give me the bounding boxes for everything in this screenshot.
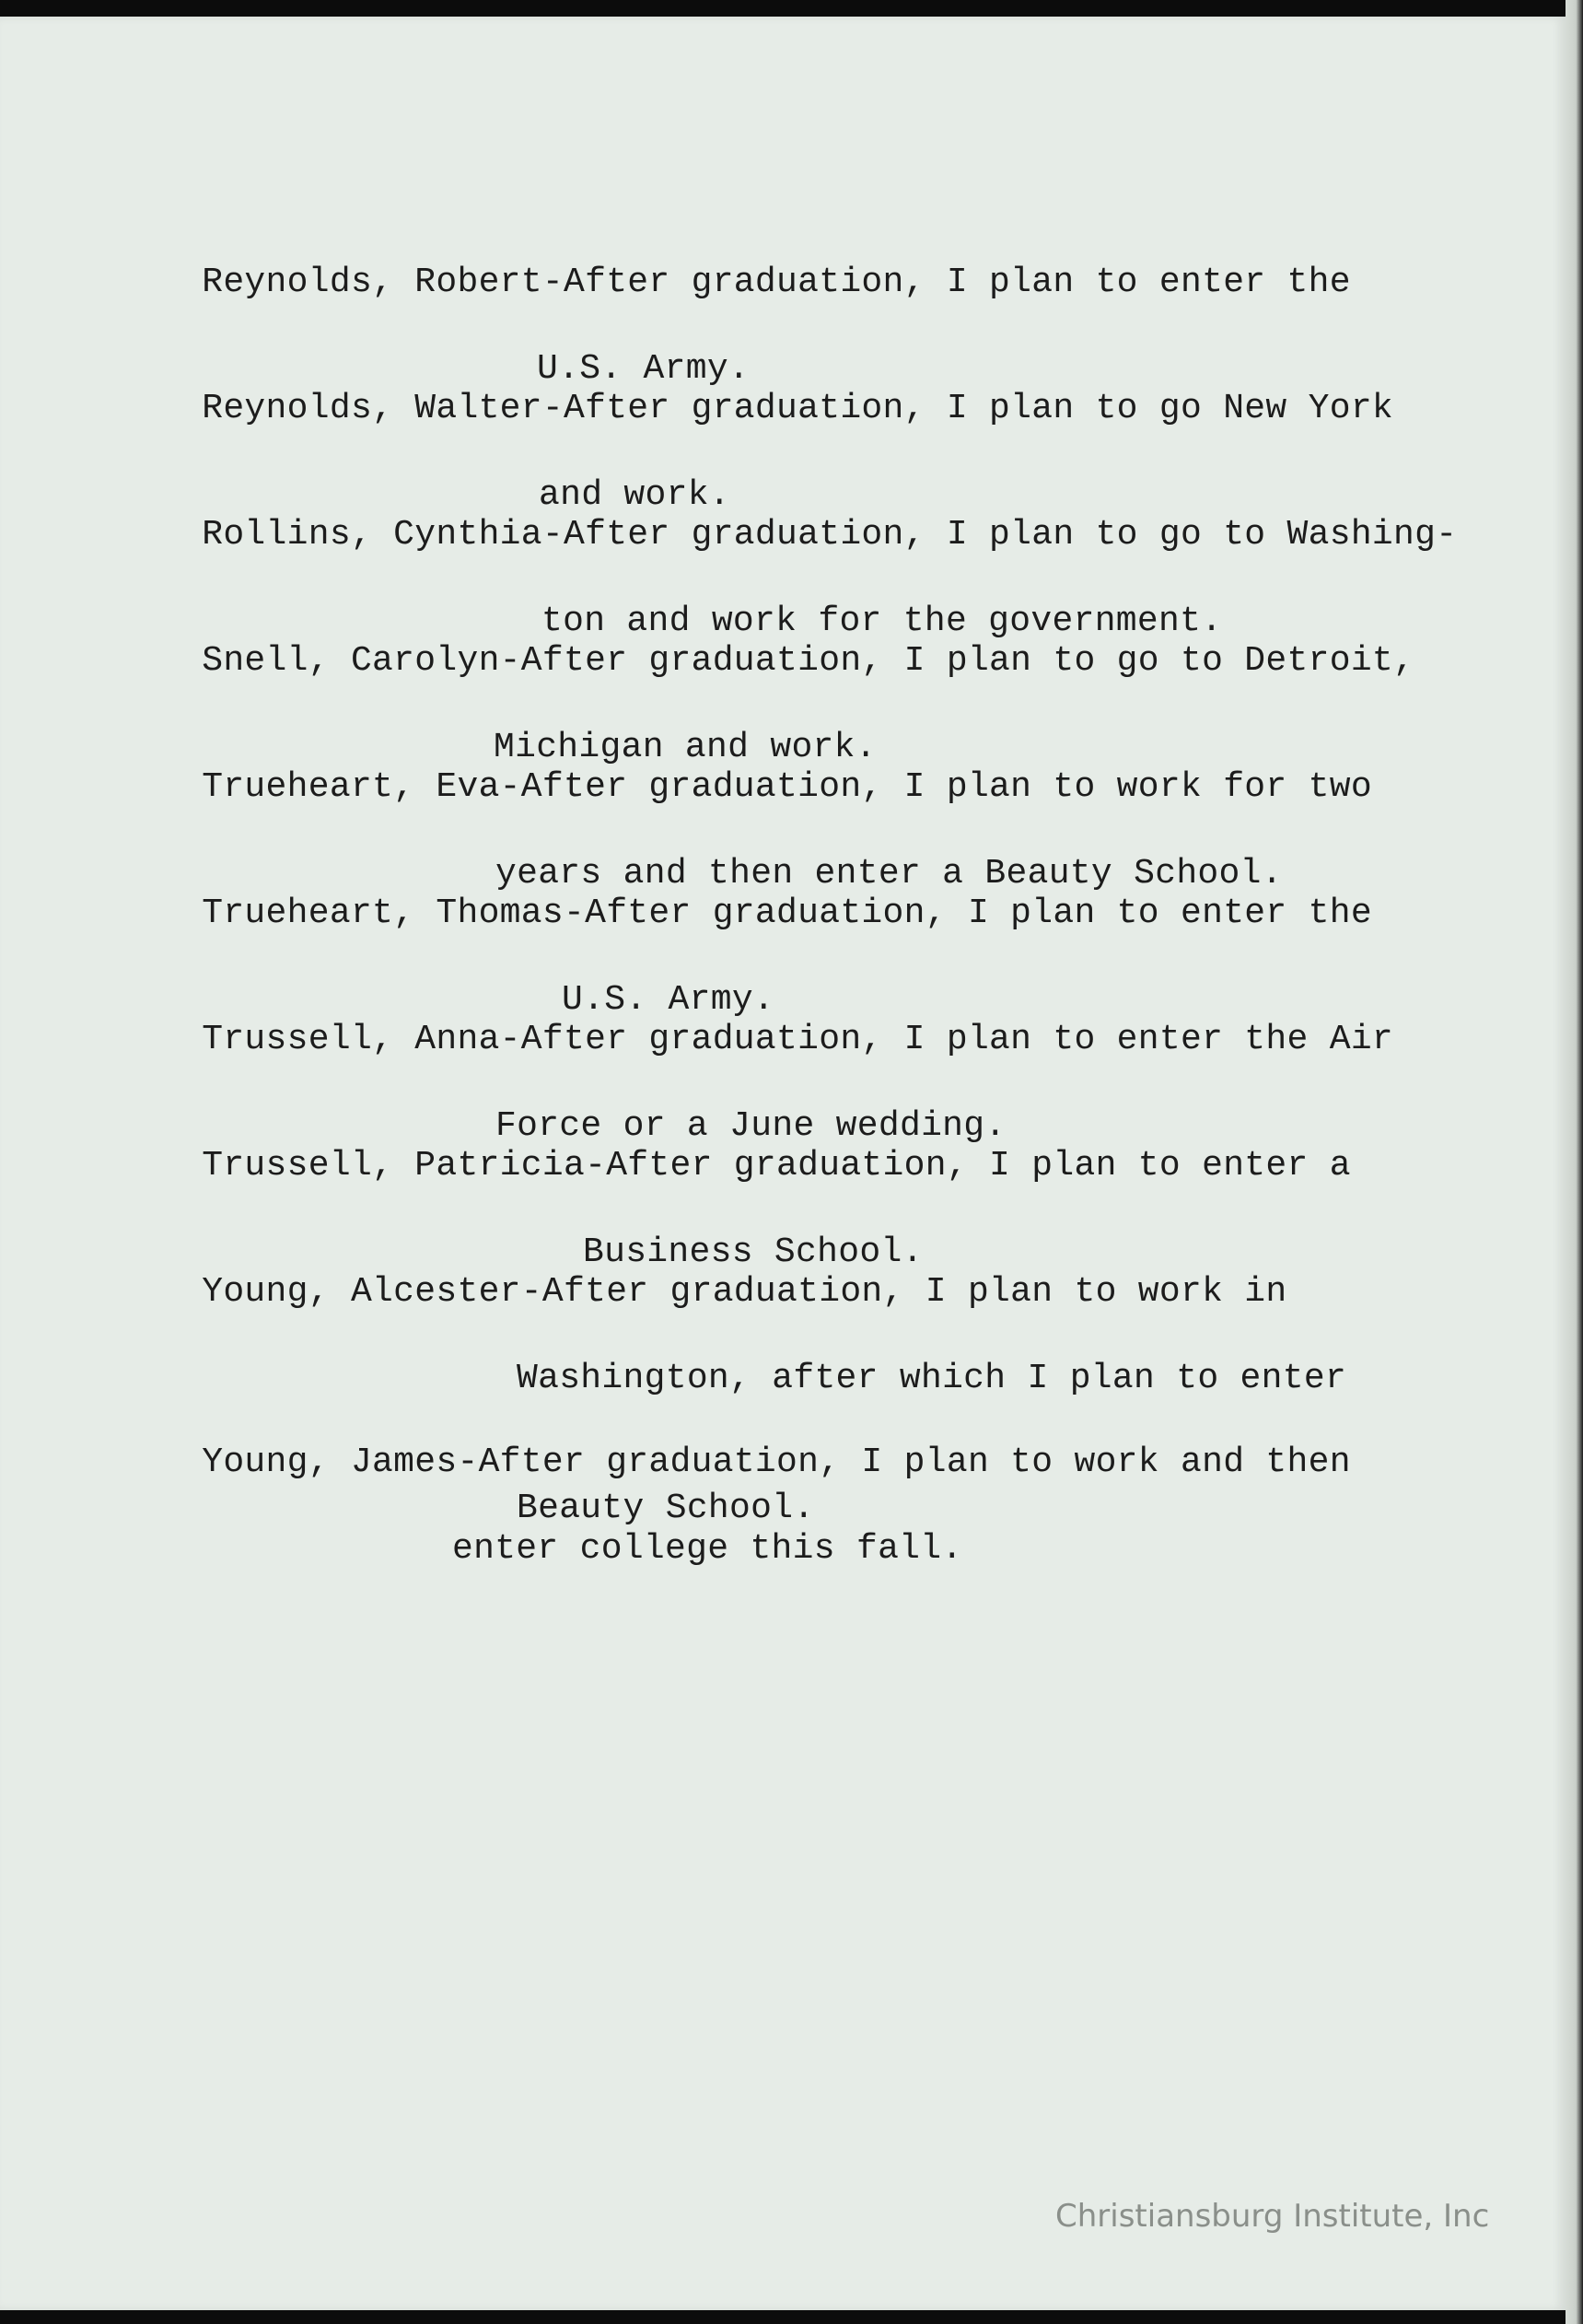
entry-continuation: ton and work for the government. [541, 601, 1223, 641]
entry-continuation: U.S. Army. [537, 349, 751, 389]
entry-first-line: Young, Alcester-After graduation, I plan to work in [202, 1272, 1287, 1312]
entry-first-line: Reynolds, Robert-After graduation, I plan to enter the [202, 263, 1351, 302]
entry-first-line: Snell, Carolyn-After graduation, I plan to go to Detroit, [202, 641, 1415, 681]
entry-young-james [159, 1397, 1351, 1614]
entry-first-line: Trussell, Anna-After graduation, I plan to enter the Air [202, 1020, 1394, 1059]
entry-first-line: Trueheart, Thomas-After graduation, I plan to enter the [202, 893, 1372, 933]
entry-first-line: Trueheart, Eva-After graduation, I plan to work for two [202, 767, 1372, 807]
entry-continuation: and work. [539, 475, 730, 515]
entry-continuation: Business School. [583, 1232, 924, 1272]
page-edge [1566, 0, 1583, 2324]
entry-continuation: enter college this fall. [452, 1529, 963, 1569]
entry-first-line: Trussell, Patricia-After graduation, I plan to enter a [202, 1146, 1351, 1185]
entry-continuation: Washington, after which I plan to enter [517, 1359, 1347, 1398]
entry-first-line: Reynolds, Walter-After graduation, I plan to go New York [202, 389, 1394, 428]
watermark: Christiansburg Institute, Inc [1055, 2198, 1490, 2235]
entry-continuation: U.S. Army. [562, 980, 775, 1020]
entry-first-line: Rollins, Cynthia-After graduation, I plan to go to Washing- [202, 515, 1458, 555]
entry-continuation: Michigan and work. [494, 728, 877, 767]
entry-continuation: Beauty School. [517, 1489, 815, 1528]
entry-continuation: years and then enter a Beauty School. [495, 854, 1283, 893]
entry-continuation: Force or a June wedding. [495, 1106, 1007, 1146]
entry-first-line: Young, James-After graduation, I plan to work and then [202, 1442, 1351, 1482]
